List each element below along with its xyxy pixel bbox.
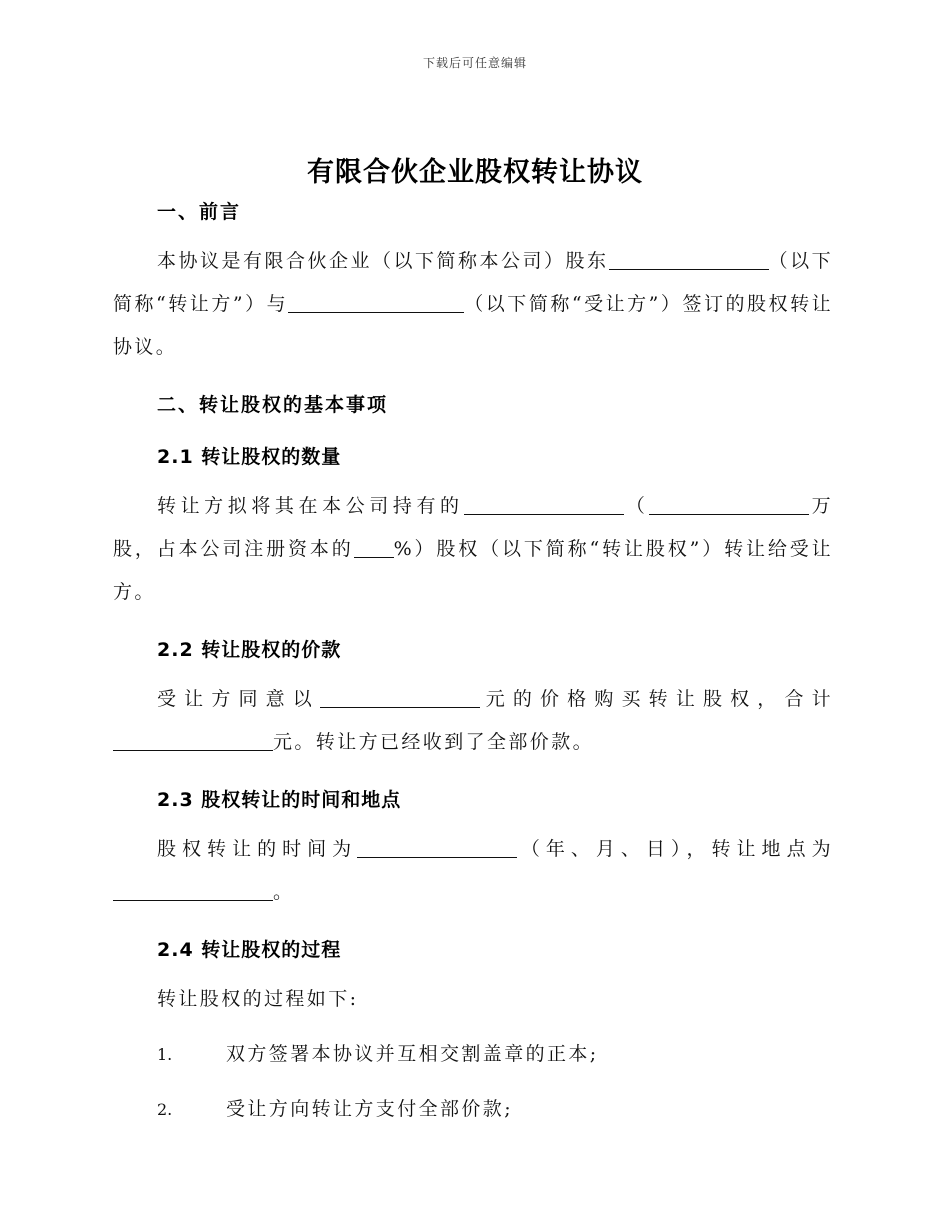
shares-blank[interactable] [649,492,809,515]
transfer-date-blank[interactable] [357,835,517,858]
text-2-3-a: 股权转让的时间为 [157,838,358,860]
paragraph-2-2 [113,678,833,764]
text-2-1-a: 转让方拟将其在本公司持有的 [157,495,464,517]
list-item [113,1088,833,1131]
text-2-1-b: （ [623,495,650,517]
list-number: 2. [157,1100,173,1119]
paragraph-2-1 [113,485,833,614]
text-2-2-a: 受让方同意以 [157,688,320,710]
subsection-heading-2-1: 2.1 转让股权的数量 [157,446,342,468]
equity-amount-blank[interactable] [464,492,624,515]
subsection-heading-2-4: 2.4 转让股权的过程 [157,939,342,961]
text-2-1-d: %）股权（以下简称“转让股权”）转让给受让方。 [113,538,833,603]
text-2-1-c: 万股，占本公司注册资本的 [113,495,834,560]
list-item [113,1033,833,1076]
subsection-heading-2-2: 2.2 转让股权的价款 [157,639,342,661]
preface-paragraph [113,240,833,369]
list-text: 受让方向转让方支付全部价款; [226,1098,514,1120]
percent-blank[interactable] [354,535,394,558]
header-note: 下载后可任意编辑 [422,56,527,70]
section-heading-preface: 一、前言 [157,201,242,223]
subsection-heading-2-3: 2.3 股权转让的时间和地点 [157,789,402,811]
preface-text-2: （以下简称“转让方”）与 [113,250,833,315]
document-body [113,196,833,1131]
document-title: 有限合伙企业股权转让协议 [307,157,643,188]
paragraph-2-3 [113,828,833,914]
preface-text-3: （以下简称“受让方”）签订的股权转让协议。 [113,293,833,358]
transferor-blank[interactable] [609,247,769,270]
price-blank[interactable] [320,685,480,708]
text-2-2-b: 元的价格购买转让股权，合计 [479,688,834,710]
list-text: 双方签署本协议并互相交割盖章的正本; [226,1043,599,1065]
text-2-2-c: 元。转让方已经收到了全部价款。 [273,731,595,753]
text-2-3-c: 。 [273,881,295,903]
transfer-location-blank[interactable] [113,878,273,901]
list-number: 1. [157,1045,173,1064]
transferee-blank[interactable] [288,290,464,313]
total-blank[interactable] [113,728,273,751]
preface-text-1: 本协议是有限合伙企业（以下简称本公司）股东 [157,250,609,272]
text-2-3-b: （年、月、日），转让地点为 [517,838,834,860]
paragraph-2-4-intro: 转让股权的过程如下: [157,988,359,1010]
section-heading-basics: 二、转让股权的基本事项 [157,394,389,416]
